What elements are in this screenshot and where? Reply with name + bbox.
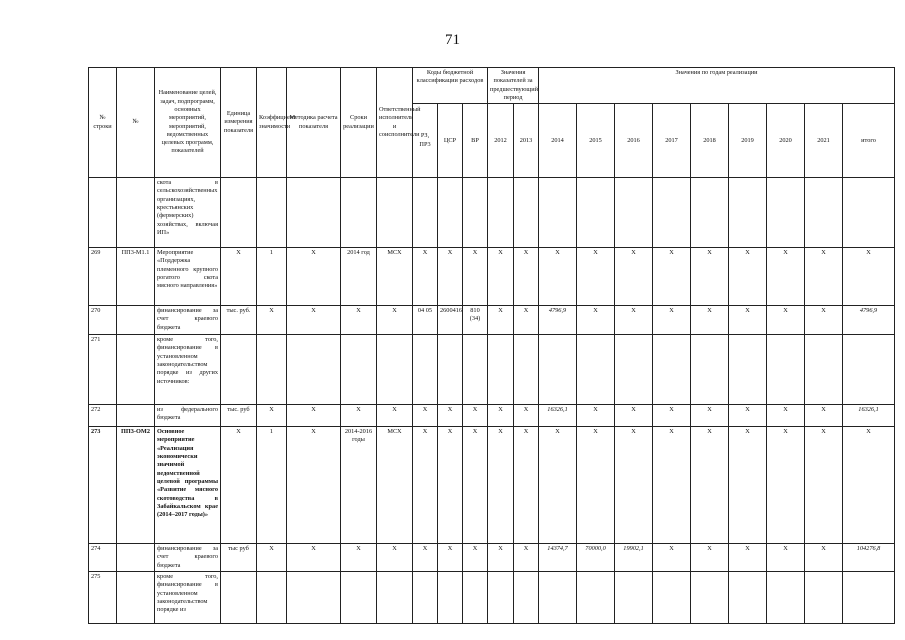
cell-y2020: Х bbox=[767, 248, 805, 306]
cell-y2018 bbox=[691, 335, 729, 405]
header-method: Методика расчета показателя bbox=[287, 68, 341, 178]
cell-y2021 bbox=[805, 572, 843, 624]
header-terms: Сроки реализации bbox=[341, 68, 377, 178]
cell-y2016 bbox=[615, 178, 653, 248]
cell-rz: 04 05 bbox=[413, 306, 438, 335]
table-row bbox=[89, 335, 895, 405]
cell-y2015: Х bbox=[577, 248, 615, 306]
cell-no: ПП3-ОМ2 bbox=[117, 427, 155, 544]
cell-terms bbox=[341, 178, 377, 248]
cell-y2018: Х bbox=[691, 248, 729, 306]
cell-y2016 bbox=[615, 335, 653, 405]
cell-terms bbox=[341, 335, 377, 405]
table-row bbox=[89, 306, 895, 335]
cell-y2016 bbox=[615, 572, 653, 624]
cell-y2020 bbox=[767, 572, 805, 624]
cell-y2016: 19902,1 bbox=[615, 544, 653, 572]
cell-method bbox=[287, 178, 341, 248]
cell-y2012 bbox=[488, 178, 514, 248]
table-row bbox=[89, 544, 895, 572]
header-2020: 2020 bbox=[767, 104, 805, 178]
cell-y2017: Х bbox=[653, 306, 691, 335]
cell-y2014: Х bbox=[539, 427, 577, 544]
cell-row: 270 bbox=[89, 306, 117, 335]
cell-y2018: Х bbox=[691, 427, 729, 544]
cell-coef: 1 bbox=[257, 427, 287, 544]
header-2018: 2018 bbox=[691, 104, 729, 178]
cell-y2017: Х bbox=[653, 427, 691, 544]
cell-rz: Х bbox=[413, 544, 438, 572]
cell-y2014 bbox=[539, 178, 577, 248]
header-total: итого bbox=[843, 104, 895, 178]
cell-method: Х bbox=[287, 427, 341, 544]
cell-resp: Х bbox=[377, 306, 413, 335]
cell-y2015: Х bbox=[577, 427, 615, 544]
cell-y2013: Х bbox=[514, 248, 539, 306]
header-rz: РЗ, ПР3 bbox=[413, 104, 438, 178]
cell-total: 104276,8 bbox=[843, 544, 895, 572]
cell-total bbox=[843, 178, 895, 248]
cell-terms: 2014-2016 годы bbox=[341, 427, 377, 544]
cell-row: 273 bbox=[89, 427, 117, 544]
cell-name: Основное мероприятие «Реализация экономически значимой ведомственной целевой программы «Развитие мясного скотоводства в Забайкальском крае (2014–2017 годы)» bbox=[155, 427, 221, 544]
cell-no bbox=[117, 405, 155, 427]
cell-total: Х bbox=[843, 248, 895, 306]
cell-resp: Х bbox=[377, 544, 413, 572]
cell-y2021: Х bbox=[805, 405, 843, 427]
cell-method: Х bbox=[287, 544, 341, 572]
cell-method: Х bbox=[287, 248, 341, 306]
cell-rz bbox=[413, 335, 438, 405]
header-2019: 2019 bbox=[729, 104, 767, 178]
cell-row: 269 bbox=[89, 248, 117, 306]
cell-y2015: 70000,0 bbox=[577, 544, 615, 572]
cell-y2017: Х bbox=[653, 248, 691, 306]
cell-vr: Х bbox=[463, 248, 488, 306]
header-vr: ВР bbox=[463, 104, 488, 178]
cell-rz: Х bbox=[413, 427, 438, 544]
cell-y2020: Х bbox=[767, 306, 805, 335]
cell-resp: МСХ bbox=[377, 427, 413, 544]
table-row bbox=[89, 405, 895, 427]
cell-y2021: Х bbox=[805, 544, 843, 572]
cell-row: 272 bbox=[89, 405, 117, 427]
cell-y2017 bbox=[653, 335, 691, 405]
cell-no bbox=[117, 306, 155, 335]
cell-y2017: Х bbox=[653, 544, 691, 572]
cell-no bbox=[117, 335, 155, 405]
cell-coef bbox=[257, 335, 287, 405]
cell-no bbox=[117, 544, 155, 572]
cell-resp bbox=[377, 178, 413, 248]
cell-y2016: Х bbox=[615, 427, 653, 544]
cell-name: Мероприятие «Поддержка племенного крупного рогатого скота мясного направления» bbox=[155, 248, 221, 306]
table-row bbox=[89, 248, 895, 306]
cell-y2021 bbox=[805, 178, 843, 248]
cell-y2020: Х bbox=[767, 405, 805, 427]
cell-csr: Х bbox=[438, 405, 463, 427]
cell-total bbox=[843, 335, 895, 405]
header-row-no: № строки bbox=[89, 68, 117, 178]
cell-total: 16326,1 bbox=[843, 405, 895, 427]
cell-terms: Х bbox=[341, 544, 377, 572]
header-no: № bbox=[117, 68, 155, 178]
cell-y2016: Х bbox=[615, 306, 653, 335]
cell-y2015 bbox=[577, 335, 615, 405]
cell-no bbox=[117, 178, 155, 248]
cell-no bbox=[117, 572, 155, 624]
cell-y2020: Х bbox=[767, 544, 805, 572]
cell-coef: 1 bbox=[257, 248, 287, 306]
cell-y2017: Х bbox=[653, 405, 691, 427]
cell-vr bbox=[463, 178, 488, 248]
cell-row: 271 bbox=[89, 335, 117, 405]
cell-terms bbox=[341, 572, 377, 624]
cell-total: Х bbox=[843, 427, 895, 544]
header-coef: Коэффициент значимости bbox=[257, 68, 287, 178]
cell-y2019: Х bbox=[729, 306, 767, 335]
cell-y2019 bbox=[729, 572, 767, 624]
cell-rz: Х bbox=[413, 248, 438, 306]
cell-y2015 bbox=[577, 572, 615, 624]
cell-y2018: Х bbox=[691, 306, 729, 335]
cell-resp: Х bbox=[377, 405, 413, 427]
cell-y2016: Х bbox=[615, 248, 653, 306]
cell-y2019 bbox=[729, 335, 767, 405]
header-2013: 2013 bbox=[514, 104, 539, 178]
cell-no: ПП3-М1.1 bbox=[117, 248, 155, 306]
cell-unit bbox=[221, 178, 257, 248]
cell-y2016: Х bbox=[615, 405, 653, 427]
table-row bbox=[89, 427, 895, 544]
cell-csr: Х bbox=[438, 544, 463, 572]
table-row bbox=[89, 178, 895, 248]
cell-y2021: Х bbox=[805, 427, 843, 544]
cell-y2014 bbox=[539, 335, 577, 405]
cell-y2014: Х bbox=[539, 248, 577, 306]
cell-csr: 2600416 bbox=[438, 306, 463, 335]
cell-vr: Х bbox=[463, 427, 488, 544]
cell-name: финансирование за счет краевого бюджета bbox=[155, 306, 221, 335]
cell-method bbox=[287, 572, 341, 624]
cell-row bbox=[89, 178, 117, 248]
cell-y2019: Х bbox=[729, 248, 767, 306]
cell-unit: Х bbox=[221, 248, 257, 306]
cell-name: кроме того, финансирование в установленном законодательством порядке из других источников: bbox=[155, 335, 221, 405]
cell-unit: тыс руб bbox=[221, 544, 257, 572]
cell-unit: тыс. руб bbox=[221, 405, 257, 427]
cell-y2017 bbox=[653, 572, 691, 624]
cell-y2018: Х bbox=[691, 405, 729, 427]
cell-csr: Х bbox=[438, 248, 463, 306]
cell-csr: Х bbox=[438, 427, 463, 544]
cell-y2021 bbox=[805, 335, 843, 405]
cell-y2013: Х bbox=[514, 544, 539, 572]
cell-vr: 810 (34) bbox=[463, 306, 488, 335]
cell-y2012 bbox=[488, 572, 514, 624]
cell-total bbox=[843, 572, 895, 624]
cell-coef: Х bbox=[257, 405, 287, 427]
cell-coef: Х bbox=[257, 306, 287, 335]
cell-y2020: Х bbox=[767, 427, 805, 544]
header-2012: 2012 bbox=[488, 104, 514, 178]
cell-y2013: Х bbox=[514, 405, 539, 427]
cell-y2013: Х bbox=[514, 306, 539, 335]
cell-coef bbox=[257, 572, 287, 624]
cell-y2019: Х bbox=[729, 405, 767, 427]
cell-rz bbox=[413, 572, 438, 624]
header-2021: 2021 bbox=[805, 104, 843, 178]
cell-vr bbox=[463, 335, 488, 405]
cell-terms: Х bbox=[341, 306, 377, 335]
cell-method: Х bbox=[287, 405, 341, 427]
cell-coef bbox=[257, 178, 287, 248]
cell-y2012: Х bbox=[488, 248, 514, 306]
cell-unit bbox=[221, 572, 257, 624]
cell-y2013 bbox=[514, 335, 539, 405]
page-number: 71 bbox=[445, 32, 460, 48]
cell-y2019: Х bbox=[729, 427, 767, 544]
cell-y2013: Х bbox=[514, 427, 539, 544]
header-budget-codes: Коды бюджетной классификации расходов bbox=[413, 68, 488, 104]
cell-y2015: Х bbox=[577, 405, 615, 427]
table-row bbox=[89, 572, 895, 624]
cell-method bbox=[287, 335, 341, 405]
cell-y2014 bbox=[539, 572, 577, 624]
cell-y2020 bbox=[767, 335, 805, 405]
cell-y2013 bbox=[514, 572, 539, 624]
header-resp: Ответственный исполнитель и соисполнители bbox=[377, 68, 413, 178]
cell-terms: 2014 год bbox=[341, 248, 377, 306]
cell-y2012: Х bbox=[488, 427, 514, 544]
cell-y2014: 14374,7 bbox=[539, 544, 577, 572]
cell-y2018 bbox=[691, 572, 729, 624]
cell-name: кроме того, финансирование в установленном законодательством порядке из bbox=[155, 572, 221, 624]
cell-vr: Х bbox=[463, 544, 488, 572]
cell-name: из федерального бюджета bbox=[155, 405, 221, 427]
cell-total: 4796,9 bbox=[843, 306, 895, 335]
cell-y2020 bbox=[767, 178, 805, 248]
cell-y2013 bbox=[514, 178, 539, 248]
cell-terms: Х bbox=[341, 405, 377, 427]
cell-y2015 bbox=[577, 178, 615, 248]
cell-row: 275 bbox=[89, 572, 117, 624]
cell-csr bbox=[438, 572, 463, 624]
header-2016: 2016 bbox=[615, 104, 653, 178]
cell-method: Х bbox=[287, 306, 341, 335]
cell-y2012: Х bbox=[488, 405, 514, 427]
cell-coef: Х bbox=[257, 544, 287, 572]
header-2014: 2014 bbox=[539, 104, 577, 178]
cell-y2017 bbox=[653, 178, 691, 248]
cell-csr bbox=[438, 335, 463, 405]
header-csr: ЦСР bbox=[438, 104, 463, 178]
cell-vr bbox=[463, 572, 488, 624]
cell-y2019 bbox=[729, 178, 767, 248]
cell-y2018: Х bbox=[691, 544, 729, 572]
cell-y2018 bbox=[691, 178, 729, 248]
cell-resp bbox=[377, 335, 413, 405]
header-prev-values: Значения показателей за предшествующий период bbox=[488, 68, 539, 104]
cell-csr bbox=[438, 178, 463, 248]
cell-y2012: Х bbox=[488, 306, 514, 335]
cell-unit bbox=[221, 335, 257, 405]
program-table bbox=[88, 67, 895, 624]
header-year-values: Значения по годам реализации bbox=[539, 68, 895, 104]
header-2017: 2017 bbox=[653, 104, 691, 178]
cell-name: скота в сельскохозяйственных организациях, крестьянских (фермерских) хозяйствах, включая ИП» bbox=[155, 178, 221, 248]
cell-y2015: Х bbox=[577, 306, 615, 335]
cell-resp: МСХ bbox=[377, 248, 413, 306]
cell-row: 274 bbox=[89, 544, 117, 572]
cell-y2014: 16326,1 bbox=[539, 405, 577, 427]
cell-name: финансирование за счет краевого бюджета bbox=[155, 544, 221, 572]
cell-y2012 bbox=[488, 335, 514, 405]
header-unit: Единица измерения показателя bbox=[221, 68, 257, 178]
cell-vr: Х bbox=[463, 405, 488, 427]
cell-unit: Х bbox=[221, 427, 257, 544]
cell-rz bbox=[413, 178, 438, 248]
cell-y2014: 4796,9 bbox=[539, 306, 577, 335]
cell-y2021: Х bbox=[805, 306, 843, 335]
cell-resp bbox=[377, 572, 413, 624]
cell-unit: тыс. руб. bbox=[221, 306, 257, 335]
cell-rz: Х bbox=[413, 405, 438, 427]
header-2015: 2015 bbox=[577, 104, 615, 178]
cell-y2012: Х bbox=[488, 544, 514, 572]
header-name: Наименование целей, задач, подпрограмм, основных мероприятий, мероприятий, ведомственных целевых программ, показателей bbox=[155, 68, 221, 178]
cell-y2021: Х bbox=[805, 248, 843, 306]
cell-y2019: Х bbox=[729, 544, 767, 572]
